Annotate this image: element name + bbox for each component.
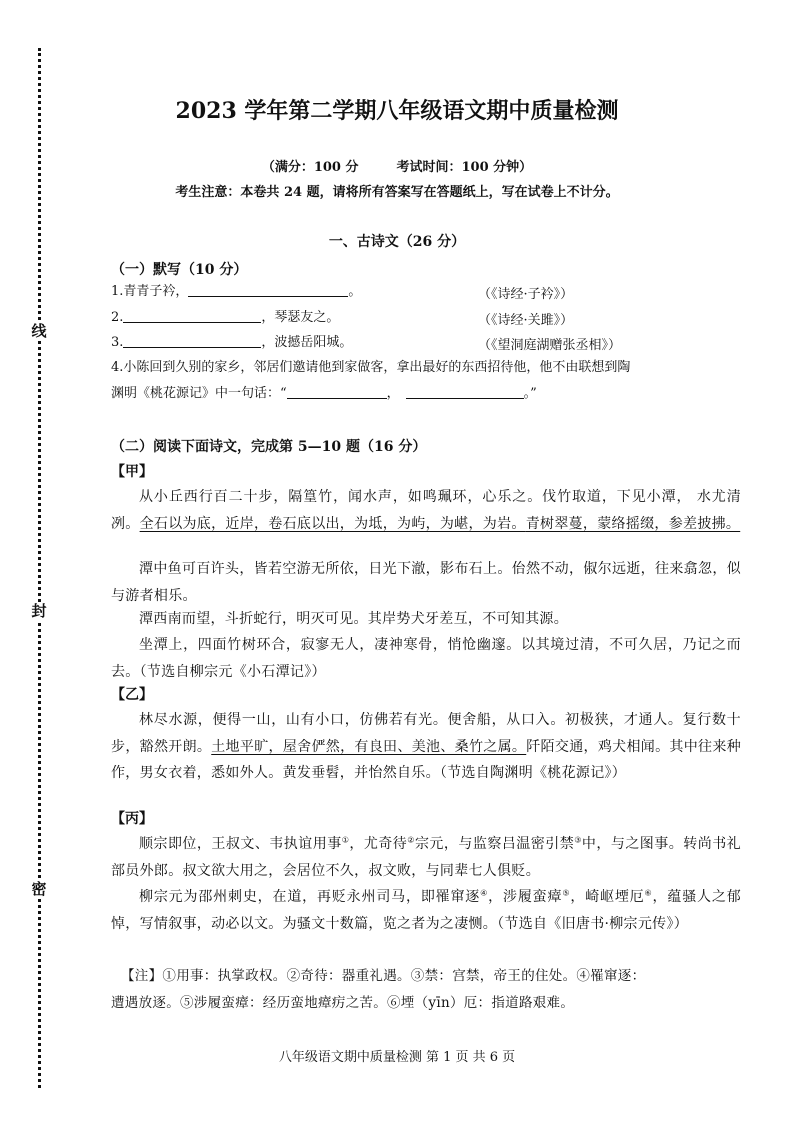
underlined-sentence: 青树翠蔓，蒙络摇缀，参差披拂。 xyxy=(525,515,741,532)
bing-paragraph-2: 柳宗元为邵州刺史，在道，再贬永州司马，即罹窜逐④，涉履蛮瘴⑤，崎岖堙厄⑥，蕴骚人之郁悼，写情叙事，动必以文。为骚文十数篇，览之者为之凄恻。（节选自《旧唐书·柳宗元传》） xyxy=(111,888,742,932)
question-1: 1.青青子衿， 。 xyxy=(111,284,362,299)
question-3: 3. ，波撼岳阳城。 xyxy=(111,335,353,350)
answer-blank[interactable] xyxy=(287,384,387,399)
source-q1: （《诗经·子衿》） xyxy=(478,287,574,302)
answer-blank[interactable] xyxy=(123,308,261,323)
underlined-sentence: 土地平旷，屋舍俨然，有良田、美池、桑竹之属。 xyxy=(211,738,527,755)
note-line-1: 【注】①用事：执掌政权。②奇待：器重礼遇。③禁：宫禁，帝王的住处。④罹窜逐： xyxy=(121,968,646,984)
exam-time: 考试时间：100 分钟） xyxy=(396,160,533,175)
underlined-sentence: 全石以为底，近岸，卷石底以出，为坻，为屿，为嵁，为岩。 xyxy=(139,515,526,532)
annotation-notes xyxy=(111,963,741,1016)
source-q2: （《诗经·关雎》） xyxy=(478,313,574,328)
part1-heading: （一）默写（10 分） xyxy=(111,262,248,278)
binding-char-mi: 密 xyxy=(31,880,47,898)
full-score: （满分：100 分 xyxy=(261,160,359,175)
source-q3: （《望洞庭湖赠张丞相》） xyxy=(478,338,622,353)
part2-heading: （二）阅读下面诗文，完成第 5—10 题（16 分） xyxy=(111,439,427,455)
question-4-line1: 4.小陈回到久别的家乡，邻居们邀请他到家做客，拿出最好的东西招待他，他不由联想到陶 xyxy=(111,360,631,375)
jia-paragraph-3: 潭西南而望，斗折蛇行，明灭可见。其岸势犬牙差互，不可知其源。 xyxy=(139,611,568,627)
binding-dotted-line xyxy=(38,48,41,1088)
note-line-2: 遭遇放逐。⑤涉履蛮瘴：经历蛮地瘴疠之苦。⑥堙（yīn）厄：指道路艰难。 xyxy=(111,994,575,1011)
question-4-line2: 渊明《桃花源记》中一句话：“ ， 。” xyxy=(111,386,537,401)
page-footer: 八年级语文期中质量检测 第 1 页 共 6 页 xyxy=(278,1050,516,1065)
bing-paragraph-1: 顺宗即位，王叔文、韦执谊用事①，尤奇待②宗元，与监察吕温密引禁③中，与之图事。转尚书礼部员外郎。叔文欲大用之，会居位不久，叔文败，与同辈七人俱贬。 xyxy=(111,835,741,879)
binding-char-feng: 封 xyxy=(31,602,47,620)
jia-paragraph-1: 从小丘西行百二十步，隔篁竹，闻水声，如鸣珮环，心乐之。伐竹取道，下见小潭， 水尤清冽。全石以为底，近岸，卷石底以出，为坻，为屿，为嵁，为岩。青树翠蔓，蒙络摇缀，参差披拂。 xyxy=(111,489,741,532)
jia-paragraph-4: 坐潭上，四面竹树环合，寂寥无人，凄神寒骨，悄怆幽邃。以其境过清，不可久居，乃记之而去。（节选自柳宗元《小石潭记》） xyxy=(111,637,741,680)
yi-paragraph: 林尽水源，便得一山，山有小口，仿佛若有光。便舍船，从口入。初极狭，才通人。复行数十步，豁然开朗。土地平旷，屋舍俨然，有良田、美池、桑竹之属。阡陌交通，鸡犬相闻。其中往来种作，男女衣着，悉如外人。黄发垂髫，并怡然自乐。（节选自陶渊明《桃花源记》） xyxy=(111,712,741,781)
binding-char-xian: 线 xyxy=(31,322,47,340)
label-yi: 【乙】 xyxy=(111,687,153,703)
question-2: 2. ，琴瑟友之。 xyxy=(111,310,340,325)
jia-paragraph-2: 潭中鱼可百许头，皆若空游无所依，日光下澈，影布石上。佁然不动，俶尔远逝，往来翕忽，似与游者相乐。 xyxy=(111,561,741,604)
exam-meta xyxy=(0,156,794,175)
section-title: 一、古诗文（26 分） xyxy=(328,234,466,250)
answer-blank[interactable] xyxy=(123,333,261,348)
label-jia: 【甲】 xyxy=(111,464,153,480)
label-bing: 【丙】 xyxy=(111,811,153,827)
page-title: 2023 学年第二学期八年级语文期中质量检测 xyxy=(175,98,619,124)
answer-blank[interactable] xyxy=(406,384,524,399)
answer-blank[interactable] xyxy=(188,282,348,297)
exam-notice: 考生注意：本卷共 24 题，请将所有答案写在答题纸上，写在试卷上不计分。 xyxy=(175,185,619,200)
